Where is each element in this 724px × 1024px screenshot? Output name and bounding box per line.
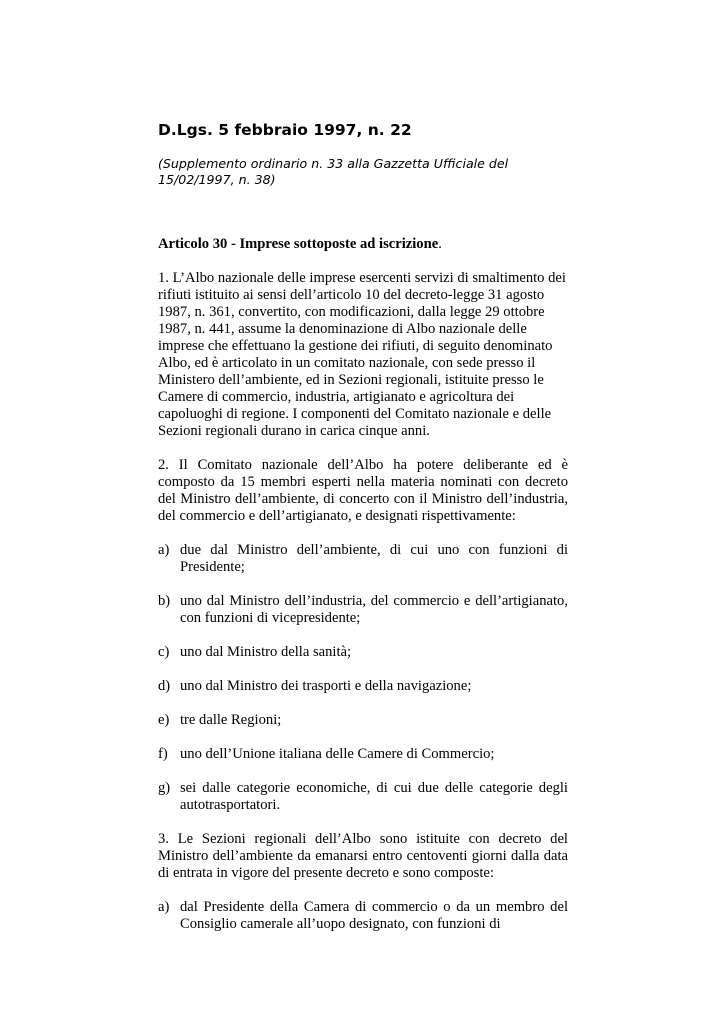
list-item-text: dal Presidente della Camera di commercio o da un membro del Consiglio camerale all’uopo designato, con funzioni di [180,899,568,932]
list-item-text: uno dal Ministro dell’industria, del commercio e dell’artigianato, con funzioni di vicepresidente; [180,593,568,626]
list-item-letter: e) [158,712,170,728]
document-subtitle: (Supplemento ordinario n. 33 alla Gazzetta Ufficiale del 15/02/1997, n. 38) [158,156,509,187]
list-item-text: uno dal Ministro della sanità; [180,644,352,660]
list-item [158,644,568,661]
document-title: D.Lgs. 5 febbraio 1997, n. 22 [158,121,412,139]
list-item [158,780,568,814]
list-item-letter: b) [158,593,171,609]
article-heading-tail: . [438,236,442,252]
list-item [158,593,568,627]
list-item-text: sei dalle categorie economiche, di cui due delle categorie degli autotrasportatori. [180,780,568,813]
list-item-letter: f) [158,746,168,762]
list-item-text: uno dell’Unione italiana delle Camere di Commercio; [180,746,495,762]
list-item [158,542,568,576]
list-item [158,678,568,695]
list-item-letter: c) [158,644,170,660]
list-item-letter: a) [158,899,170,915]
list-item-text: due dal Ministro dell’ambiente, di cui uno con funzioni di Presidente; [180,542,568,575]
article-heading [158,236,568,253]
document-body [158,236,568,933]
paragraph-3: 3. Le Sezioni regionali dell’Albo sono istituite con decreto del Ministro dell’ambiente da emanarsi entro centoventi giorni dalla data di entrata in vigore del presente decreto e sono composte: [158,831,568,881]
list-item-text: tre dalle Regioni; [180,712,282,728]
list-item [158,712,568,729]
article-heading-bold: Articolo 30 - Imprese sottoposte ad iscrizione [158,236,439,252]
paragraph-2: 2. Il Comitato nazionale dell’Albo ha potere deliberante ed è composto da 15 membri esperti nella materia nominati con decreto del Ministro dell’ambiente, di concerto con il Ministro dell’industria, del commercio e dell’artigianato, e designati rispettivamente: [158,457,568,524]
paragraph-1: 1. L’Albo nazionale delle imprese esercenti servizi di smaltimento dei rifiuti istituito ai sensi dell’articolo 10 del decreto-legge 31 agosto 1987, n. 361, convertito, con modificazioni, dalla legge 29 ottobre 1987, n. 441, assume la denominazione di Albo nazionale delle imprese che effettuano la gestione dei rifiuti, di seguito denominato Albo, ed è articolato in un comitato nazionale, con sede presso il Ministero dell’ambiente, ed in Sezioni regionali, istituite presso le Camere di commercio, industria, artigianato e agricoltura dei capoluoghi di regione. I componenti del Comitato nazionale e delle Sezioni regionali durano in carica cinque anni. [158,270,566,439]
list-item-text: uno dal Ministro dei trasporti e della navigazione; [180,678,472,694]
list-item-letter: a) [158,542,170,558]
list-item [158,899,568,933]
list-item-letter: d) [158,678,171,694]
list-item-letter: g) [158,780,171,796]
list-item [158,746,568,763]
